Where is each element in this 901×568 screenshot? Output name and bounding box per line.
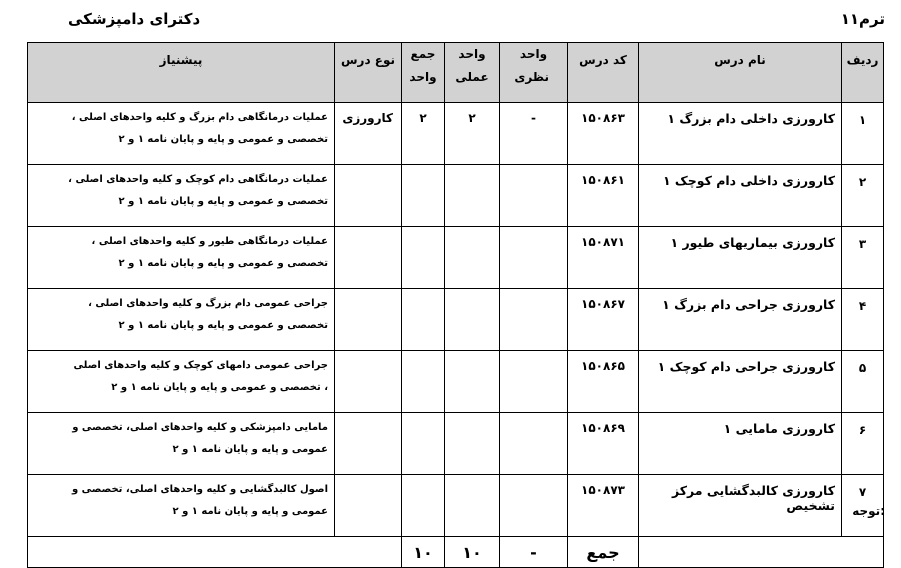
col-header-practical: واحد عملی: [445, 43, 500, 103]
theory-units: [500, 165, 568, 227]
course-code: ۱۵۰۸۷۱: [568, 227, 639, 289]
total-units: [402, 289, 445, 351]
practical-units: [445, 475, 500, 537]
table-header-row: [28, 43, 884, 103]
total-units: [402, 165, 445, 227]
course-name: کارورزی جراحی دام بزرگ ۱: [639, 289, 842, 351]
col-header-index: ردیف: [842, 43, 884, 103]
prerequisite: [28, 165, 335, 227]
course-type: [335, 165, 402, 227]
course-code: ۱۵۰۸۶۱: [568, 165, 639, 227]
prerequisite-line: اصول کالبدگشایی و کلیه واحدهای اصلی، تخصصی و: [71, 484, 328, 495]
row-index: ۴: [842, 289, 884, 351]
practical-units: [445, 165, 500, 227]
prerequisite-line: مامایی دامپزشکی و کلیه واحدهای اصلی، تخصصی و: [72, 422, 328, 433]
prerequisite: [28, 413, 335, 475]
course-type: [335, 413, 402, 475]
course-type: [335, 227, 402, 289]
course-type: [335, 289, 402, 351]
practical-units: [445, 289, 500, 351]
course-type: [335, 475, 402, 537]
theory-units: [500, 475, 568, 537]
course-code: ۱۵۰۸۶۳: [568, 103, 639, 165]
prerequisite-line: جراحی عمومی دامهای کوچک و کلیه واحدهای اصلی: [73, 360, 328, 371]
prerequisite-line: جراحی عمومی دام بزرگ و کلیه واحدهای اصلی ،: [88, 298, 328, 309]
prerequisite-line: عمومی و پایه و پایان نامه ۱ و ۲: [172, 506, 328, 517]
totals-theory: -: [500, 537, 568, 568]
course-type: [335, 351, 402, 413]
row-index: ۳: [842, 227, 884, 289]
prerequisite-line: عملیات درمانگاهی دام بزرگ و کلیه واحدهای اصلی ،: [71, 112, 328, 123]
col-header-name: نام درس: [639, 43, 842, 103]
prerequisite-line: تخصصی و عمومی و پایه و پایان نامه ۱ و ۲: [118, 258, 328, 269]
prerequisite: [28, 289, 335, 351]
prerequisite-line: عملیات درمانگاهی دام کوچک و کلیه واحدهای اصلی ،: [68, 174, 328, 185]
course-code: ۱۵۰۸۷۳: [568, 475, 639, 537]
table-row: [28, 351, 884, 413]
theory-units: [500, 227, 568, 289]
course-table: [27, 42, 884, 568]
prerequisite: [28, 227, 335, 289]
note-label: توجه:: [852, 504, 885, 518]
course-code: ۱۵۰۸۶۵: [568, 351, 639, 413]
table-row: [28, 227, 884, 289]
program-title: دکترای دامپزشکی: [68, 10, 201, 28]
table-row: [28, 289, 884, 351]
course-code: ۱۵۰۸۶۷: [568, 289, 639, 351]
row-index: ۱: [842, 103, 884, 165]
prerequisite-line: ، تخصصی و عمومی و پایه و پایان نامه ۱ و ۲: [111, 382, 328, 393]
prerequisite-line: عمومی و پایه و پایان نامه ۱ و ۲: [172, 444, 328, 455]
totals-total: ۱۰: [402, 537, 445, 568]
table-row: [28, 475, 884, 537]
theory-units: [500, 351, 568, 413]
col-header-code: کد درس: [568, 43, 639, 103]
theory-units: [500, 413, 568, 475]
course-name: کارورزی جراحی دام کوچک ۱: [639, 351, 842, 413]
row-index: ۵: [842, 351, 884, 413]
row-index: ۶: [842, 413, 884, 475]
totals-row: [28, 537, 884, 568]
totals-empty: [28, 537, 402, 568]
totals-practical: ۱۰: [445, 537, 500, 568]
prerequisite-line: عملیات درمانگاهی طیور و کلیه واحدهای اصلی ،: [91, 236, 328, 247]
prerequisite-line: تخصصی و عمومی و پایه و پایان نامه ۱ و ۲: [118, 196, 328, 207]
row-index: ۲: [842, 165, 884, 227]
course-code: ۱۵۰۸۶۹: [568, 413, 639, 475]
term-title: ترم۱۱: [840, 10, 885, 28]
prerequisite: [28, 475, 335, 537]
total-units: [402, 413, 445, 475]
course-name: کارورزی کالبدگشایی مرکز تشخیص: [639, 475, 842, 537]
prerequisite-line: تخصصی و عمومی و پایه و پایان نامه ۱ و ۲: [118, 134, 328, 145]
prerequisite: [28, 351, 335, 413]
total-units: [402, 227, 445, 289]
col-header-total: جمع واحد: [402, 43, 445, 103]
total-units: [402, 475, 445, 537]
course-name: کارورزی بیماریهای طیور ۱: [639, 227, 842, 289]
totals-label: جمع: [568, 537, 639, 568]
table-row: [28, 103, 884, 165]
course-name: کارورزی داخلی دام بزرگ ۱: [639, 103, 842, 165]
col-header-type: نوع درس: [335, 43, 402, 103]
course-name: کارورزی مامایی ۱: [639, 413, 842, 475]
col-header-theory: واحد نظری: [500, 43, 568, 103]
totals-label-left: [639, 537, 884, 568]
practical-units: [445, 227, 500, 289]
total-units: [402, 351, 445, 413]
table-row: [28, 413, 884, 475]
total-units: ۲: [402, 103, 445, 165]
table-row: [28, 165, 884, 227]
course-name: کارورزی داخلی دام کوچک ۱: [639, 165, 842, 227]
col-header-prereq: پیشنیاز: [28, 43, 335, 103]
practical-units: ۲: [445, 103, 500, 165]
course-type: کارورزی: [335, 103, 402, 165]
row-index: ۷: [842, 475, 884, 537]
prerequisite-line: تخصصی و عمومی و پایه و پایان نامه ۱ و ۲: [118, 320, 328, 331]
practical-units: [445, 351, 500, 413]
practical-units: [445, 413, 500, 475]
theory-units: -: [500, 103, 568, 165]
theory-units: [500, 289, 568, 351]
prerequisite: [28, 103, 335, 165]
